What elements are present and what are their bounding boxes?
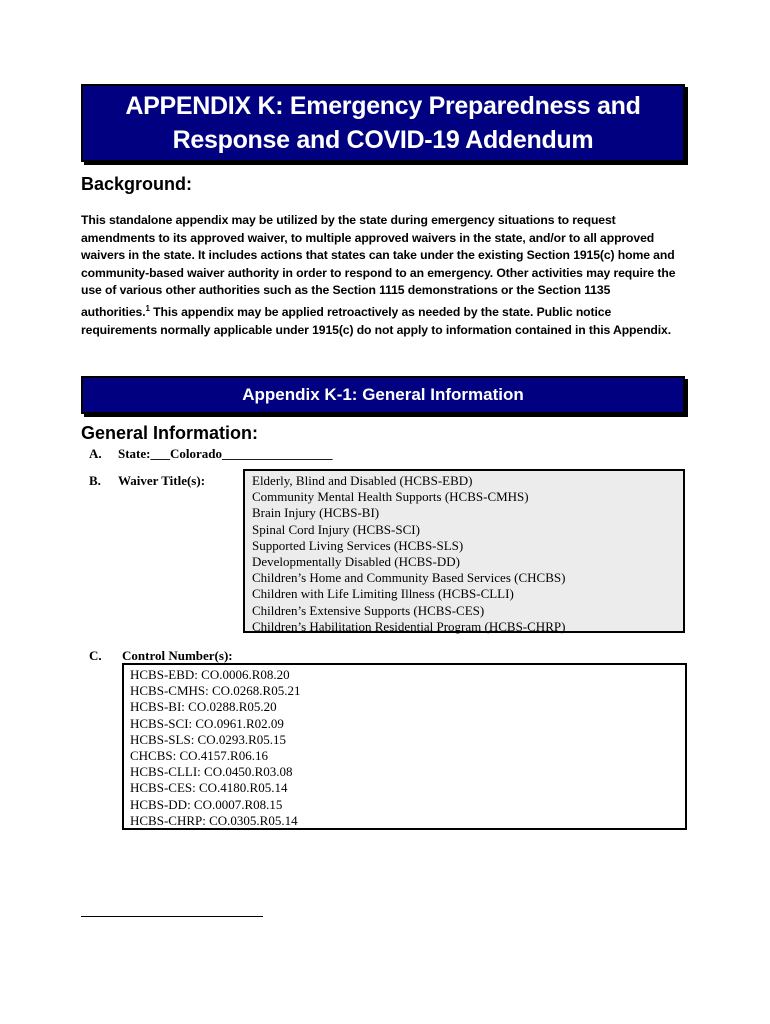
waiver-title-line: Children’s Habilitation Residential Program (HCBS-CHRP) (252, 618, 566, 634)
footnote-marker[interactable]: 1 (145, 303, 150, 313)
waiver-title-line: Community Mental Health Supports (HCBS-CMHS) (252, 489, 529, 505)
control-number-line: CHCBS: CO.4157.R06.16 (130, 748, 268, 764)
control-number-line: HCBS-EBD: CO.0006.R08.20 (130, 667, 290, 682)
control-number-line: HCBS-DD: CO.0007.R08.15 (130, 796, 283, 812)
background-paragraph-tail: This appendix may be applied retroactively as needed by the state. Public notice requirements normally applicable under 1915(c) do not apply to information contained in this Appendix. (81, 305, 672, 337)
item-a-letter: A. (89, 446, 102, 461)
appendix-title-banner (81, 84, 685, 162)
state-label: State: (118, 446, 151, 461)
waiver-titles-label: Waiver Title(s): (118, 473, 206, 488)
control-number-line: HCBS-CHRP: CO.0305.R05.14 (130, 812, 298, 828)
waiver-titles-field[interactable] (243, 469, 685, 633)
control-number-line: HCBS-CES: CO.4180.R05.14 (130, 780, 288, 796)
waiver-title-line: Supported Living Services (HCBS-SLS) (252, 537, 464, 553)
section-k1-banner (81, 376, 685, 414)
background-heading: Background: (81, 174, 193, 194)
control-number-line: HCBS-CLLI: CO.0450.R03.08 (130, 764, 293, 780)
waiver-title-line: Children’s Home and Community Based Services (CHCBS) (252, 570, 566, 586)
control-numbers-field[interactable] (122, 663, 687, 830)
general-info-heading: General Information: (81, 423, 259, 443)
background-paragraph-text: This standalone appendix may be utilized by the state during emergency situations to request amendments to its approved waiver, to multiple approved waivers in the state, and/or to all approved waivers in the state. It includes actions that states can take under the existing Section 1915(c) home and community-based waiver authority in order to respond to an emergency. Other activities may require the use of various other authorities such as the Section 1115 demonstrations or the Section 1135 authorities. (81, 213, 676, 320)
waiver-title-line: Spinal Cord Injury (HCBS-SCI) (252, 521, 420, 537)
background-paragraph (81, 212, 681, 339)
waiver-title-line: Children’s Extensive Supports (HCBS-CES) (252, 602, 485, 618)
state-row (118, 446, 333, 462)
waiver-title-line: Developmentally Disabled (HCBS-DD) (252, 554, 460, 570)
control-numbers-label: Control Number(s): (122, 648, 233, 663)
waiver-title-line: Brain Injury (HCBS-BI) (252, 505, 380, 521)
waiver-title-line: Elderly, Blind and Disabled (HCBS-EBD) (252, 473, 473, 488)
control-number-line: HCBS-SLS: CO.0293.R05.15 (130, 731, 287, 747)
section-k1-title: Appendix K-1: General Information (242, 385, 524, 404)
appendix-title-line2: Response and COVID-19 Addendum (172, 126, 594, 154)
waiver-title-line: Children with Life Limiting Illness (HCBS-CLLI) (252, 586, 514, 602)
control-number-line: HCBS-CMHS: CO.0268.R05.21 (130, 683, 301, 699)
item-b-letter: B. (89, 473, 101, 488)
control-number-line: HCBS-BI: CO.0288.R05.20 (130, 699, 277, 715)
state-value[interactable]: ___Colorado_________________ (150, 446, 333, 461)
control-number-line: HCBS-SCI: CO.0961.R02.09 (130, 715, 284, 731)
item-c-letter: C. (89, 648, 102, 663)
footnote-divider (81, 916, 263, 917)
appendix-title-line1: APPENDIX K: Emergency Preparedness and (125, 92, 641, 120)
